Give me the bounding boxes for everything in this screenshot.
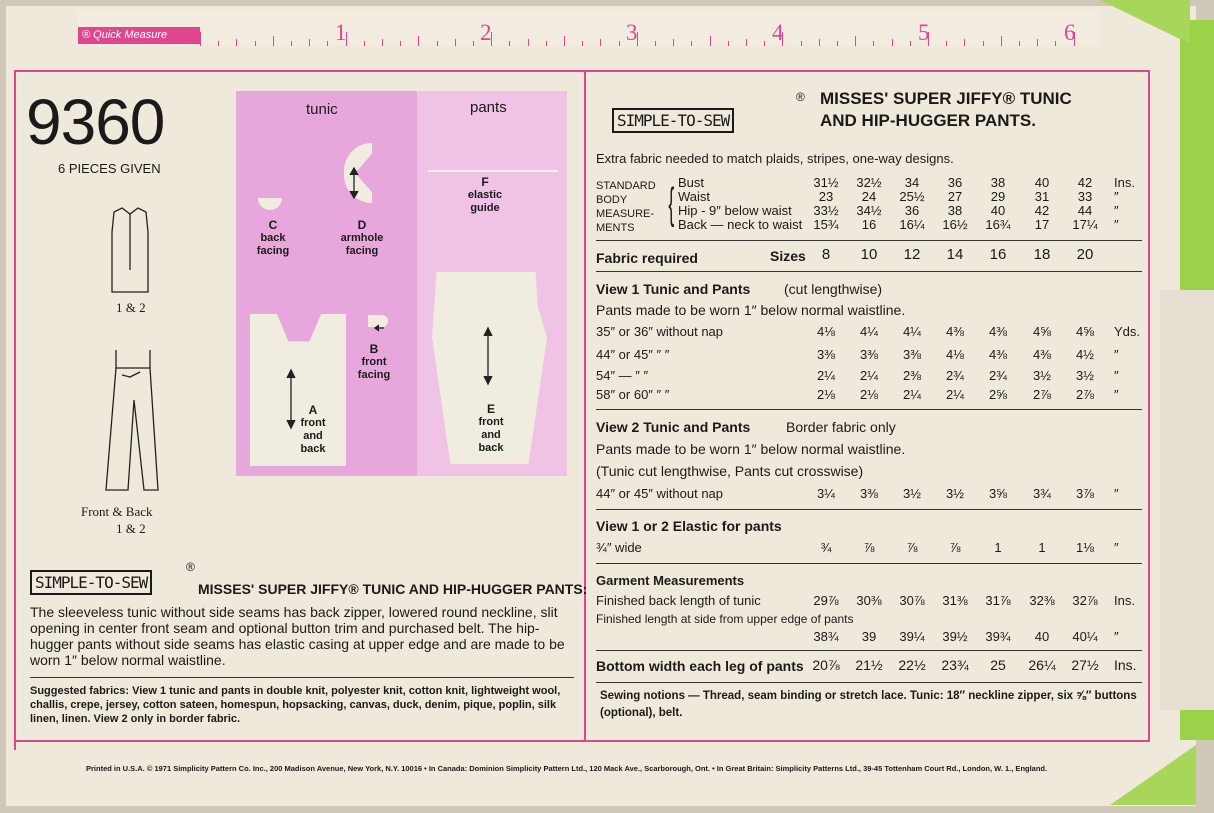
ruler-tick xyxy=(1001,36,1002,46)
piece-b-letter: B xyxy=(369,342,379,356)
view-1-row-value: 2⅞ xyxy=(1032,387,1052,402)
elastic-row-value: ⅞ xyxy=(906,540,918,555)
direction-arrow-icon xyxy=(375,325,384,331)
view-1-row-value: 2⅝ xyxy=(988,387,1008,402)
view-1-row-value: 4⅜ xyxy=(1032,347,1052,362)
view-1-row-unit: ″ xyxy=(1114,347,1119,362)
body-measure-row-value: 31 xyxy=(1034,189,1050,204)
body-measure-row-value: 16 xyxy=(861,217,877,232)
body-measure-row-value: 40 xyxy=(1034,175,1050,190)
size-value: 8 xyxy=(821,246,831,263)
view-2-subtitle: Border fabric only xyxy=(786,419,896,435)
grainline-arrow-icon xyxy=(350,168,358,198)
view-1-row-value: 3⅜ xyxy=(859,347,879,362)
table-divider xyxy=(596,271,1142,272)
envelope-flap xyxy=(1160,290,1214,710)
piece-c-text: back facing xyxy=(256,232,290,257)
body-measure-row-value: 23 xyxy=(818,189,834,204)
ruler-tick xyxy=(291,41,292,46)
size-value: 12 xyxy=(903,246,921,263)
column-divider xyxy=(584,70,586,742)
std-line: BODY xyxy=(596,194,628,206)
ruler-tick xyxy=(382,39,383,46)
garment-measure-row-value: 30⅞ xyxy=(899,593,925,608)
view-2-row-value: 3½ xyxy=(902,486,922,501)
view-1-row-value: 2¾ xyxy=(988,368,1008,383)
garment-side-length-row-value: 39½ xyxy=(942,629,968,644)
body-measure-row-value: 17 xyxy=(1034,217,1050,232)
description-divider xyxy=(30,677,574,678)
view-2-row-value: 3¾ xyxy=(1032,486,1052,501)
bottom-width-value: 21½ xyxy=(855,657,883,673)
view-1-row-value: 4⅜ xyxy=(988,324,1008,339)
ruler-tick xyxy=(892,39,893,46)
ruler-tick xyxy=(273,36,274,46)
body-measure-row-value: 31½ xyxy=(813,175,839,190)
view-1-row-value: 2⅛ xyxy=(816,387,836,402)
bottom-width-value: 27½ xyxy=(1071,657,1099,673)
view-2-row-label: 44″ or 45″ without nap xyxy=(596,486,724,501)
grainline-arrow-icon xyxy=(484,328,492,384)
bottom-width-value: 23¾ xyxy=(941,657,969,673)
ruler-tick xyxy=(600,39,601,46)
pants-sketch-icon xyxy=(106,350,158,490)
elastic-row-value: 1 xyxy=(994,540,1002,555)
ruler-tick xyxy=(236,39,237,46)
elastic-title: View 1 or 2 Elastic for pants xyxy=(596,518,782,534)
body-measure-row-label: Hip - 9″ below waist xyxy=(678,203,792,218)
view-1-row-value: 4⅝ xyxy=(1075,324,1095,339)
garment-measure-row-value: 29⅞ xyxy=(813,593,839,608)
ruler-tick xyxy=(837,41,838,46)
sketch-label-front-back: Front & Back xyxy=(81,504,153,519)
ruler-tick xyxy=(801,41,802,46)
table-divider xyxy=(596,650,1142,651)
body-measure-row-value: 36 xyxy=(904,203,920,218)
view-1-row-label: 44″ or 45″ ″ ″ xyxy=(596,347,670,362)
ruler-number: 2 xyxy=(480,20,492,45)
body-measure-row-value: 16¼ xyxy=(899,217,925,232)
garment-side-length-row-value: 39 xyxy=(861,629,877,644)
view-1-note: Pants made to be worn 1″ below normal waistline. xyxy=(596,302,906,318)
view-1-row-value: 4½ xyxy=(1075,347,1095,362)
body-measure-row-unit: ″ xyxy=(1114,203,1119,218)
table-divider xyxy=(596,240,1142,241)
ruler-tick xyxy=(455,39,456,46)
fabric-required-label: Fabric required xyxy=(596,250,698,266)
right-title-line-1: MISSES' SUPER JIFFY® TUNIC xyxy=(820,89,1072,108)
view-1-row-label: 54″ — ″ ″ xyxy=(596,368,649,383)
ruler-tick xyxy=(1019,41,1020,46)
view-1-row-label: 35″ or 36″ without nap xyxy=(596,324,724,339)
size-value: 10 xyxy=(860,246,878,263)
garment-side-length-row-value: 38¾ xyxy=(813,629,839,644)
body-measure-row-value: 17¼ xyxy=(1072,217,1098,232)
piece-a-letter: A xyxy=(308,403,318,417)
description-text: The sleeveless tunic without side seams has back zipper, lowered round neckline, slit opening in center front seam and optional button trim and purchased belt. The hip-hugger pants without side seams has elastic casing at upper edge and are made to be worn 1″ below normal waistline. xyxy=(30,604,565,668)
piece-d-text: armhole facing xyxy=(340,232,384,257)
ruler-tick xyxy=(691,41,692,46)
sewing-notions: Sewing notions — Thread, seam binding or stretch lace. Tunic: 18″ neckline zipper, six ⅝″ buttons (optional), belt. xyxy=(600,690,1137,719)
size-value: 14 xyxy=(946,246,964,263)
bottom-width-value: 22½ xyxy=(898,657,926,673)
ruler-tick xyxy=(673,39,674,46)
garment-measure-row-value: 31⅜ xyxy=(942,593,968,608)
size-value: 18 xyxy=(1033,246,1051,263)
body-measure-row-value: 25½ xyxy=(899,189,925,204)
tunic-header: tunic xyxy=(306,101,338,118)
garment-measure-row-unit: Ins. xyxy=(1114,593,1135,608)
bottom-width-value: 20⅞ xyxy=(812,657,840,673)
tunic-sketch-icon xyxy=(112,208,148,292)
registered-mark: ® xyxy=(796,90,805,104)
garment-side-length-row-value: 40¼ xyxy=(1072,629,1098,644)
view-1-row-value: 3½ xyxy=(1075,368,1095,383)
ruler-tick xyxy=(983,41,984,46)
piece-e-text: front and back xyxy=(478,416,504,454)
ruler-number: 5 xyxy=(918,20,930,45)
ruler-tick xyxy=(509,41,510,46)
view-1-row-unit: Yds. xyxy=(1114,324,1141,339)
view-2-row-value: 3½ xyxy=(945,486,965,501)
piece-f-text: elastic guide xyxy=(467,189,503,214)
view-1-row-value: 4¼ xyxy=(859,324,879,339)
piece-b-label xyxy=(351,343,397,382)
body-measure-row-label: Back — neck to waist xyxy=(678,217,803,232)
ruler-tick xyxy=(309,39,310,46)
body-measure-row-unit: Ins. xyxy=(1114,175,1135,190)
ruler-tick xyxy=(564,36,565,46)
body-measure-row-value: 15¾ xyxy=(813,217,839,232)
ruler-tick xyxy=(819,39,820,46)
elastic-row-value: ¾ xyxy=(820,540,832,555)
simple-to-sew-logo-left: SIMPLE-TO-SEW xyxy=(30,570,152,595)
table-divider xyxy=(596,563,1142,564)
extra-fabric-note: Extra fabric needed to match plaids, stripes, one-way designs. xyxy=(596,151,954,166)
std-line: MENTS xyxy=(596,222,635,234)
ruler-tick xyxy=(873,41,874,46)
piece-f-label xyxy=(462,176,508,215)
elastic-row-value: ⅞ xyxy=(863,540,875,555)
view-2-row-value: 3⅜ xyxy=(859,486,879,501)
view-2-note-1: Pants made to be worn 1″ below normal waistline. xyxy=(596,441,906,457)
ruler-number: 3 xyxy=(626,20,638,45)
garment-side-length-row-unit: ″ xyxy=(1114,629,1119,644)
body-measure-row-label: Bust xyxy=(678,175,705,190)
ruler-number: 4 xyxy=(772,20,784,45)
view-1-row-value: 2¼ xyxy=(859,368,879,383)
ruler-tick xyxy=(946,41,947,46)
view-1-row-value: 4⅛ xyxy=(945,347,965,362)
ruler-tick xyxy=(528,39,529,46)
garment-side-length-row-value: 40 xyxy=(1034,629,1050,644)
body-measure-row-value: 27 xyxy=(947,189,963,204)
pants-header: pants xyxy=(470,99,507,116)
elastic-row-value: 1⅛ xyxy=(1075,540,1095,555)
view-1-row-value: 4⅜ xyxy=(945,324,965,339)
ruler-tick xyxy=(855,36,856,46)
body-measure-row-value: 24 xyxy=(861,189,877,204)
bottom-width-value: 25 xyxy=(990,657,1006,673)
body-measure-row-value: 33 xyxy=(1077,189,1093,204)
body-measure-row-value: 42 xyxy=(1034,203,1050,218)
view-1-row-value: 4⅛ xyxy=(816,324,836,339)
view-2-row-value: 3¼ xyxy=(816,486,836,501)
piece-e-letter: E xyxy=(486,402,495,416)
ruler-tick xyxy=(728,41,729,46)
view-1-row-value: 3⅜ xyxy=(816,347,836,362)
ruler-tick xyxy=(1055,41,1056,46)
body-measure-row-value: 40 xyxy=(990,203,1006,218)
body-measure-row-value: 34 xyxy=(904,175,920,190)
border-line-top xyxy=(14,70,1150,72)
view-1-row-label: 58″ or 60″ ″ ″ xyxy=(596,387,670,402)
ruler-tick xyxy=(218,41,219,46)
view-1-row-value: 2⅜ xyxy=(902,368,922,383)
body-measure-row-value: 34½ xyxy=(856,203,882,218)
body-measure-row-value: 16½ xyxy=(942,217,968,232)
pattern-number: 9360 xyxy=(26,86,165,158)
std-line: STANDARD xyxy=(596,180,656,192)
body-measure-row-value: 36 xyxy=(947,175,963,190)
garment-measurements-title: Garment Measurements xyxy=(596,573,745,588)
ruler-tick xyxy=(400,41,401,46)
view-2-note-2: (Tunic cut lengthwise, Pants cut crosswise) xyxy=(596,463,864,479)
piece-d-letter: D xyxy=(357,218,367,232)
view-1-row-value: 2¾ xyxy=(945,368,965,383)
border-line-bottom xyxy=(14,740,1150,742)
body-measure-row-value: 42 xyxy=(1077,175,1093,190)
standard-body-measurements-label xyxy=(596,179,666,235)
table-divider xyxy=(596,682,1142,683)
view-2-row-value: 3⅞ xyxy=(1075,486,1095,501)
table-divider xyxy=(596,409,1142,410)
border-line-right xyxy=(1148,70,1150,742)
view-1-row-value: 2⅛ xyxy=(859,387,879,402)
std-line: MEASURE- xyxy=(596,208,655,220)
view-1-row-value: 2¼ xyxy=(816,368,836,383)
simple-to-sew-logo-right: SIMPLE-TO-SEW xyxy=(612,108,734,133)
ruler-tick xyxy=(746,39,747,46)
ruler-number: 1 xyxy=(335,20,347,45)
body-measure-row-value: 38 xyxy=(990,175,1006,190)
size-value: 16 xyxy=(989,246,1007,263)
left-title: MISSES' SUPER JIFFY® TUNIC AND HIP-HUGGER PANTS: xyxy=(198,581,588,597)
garment-side-length-label: Finished length at side from upper edge of pants xyxy=(596,612,854,626)
bottom-width-label: Bottom width each leg of pants xyxy=(596,658,804,674)
table-divider xyxy=(596,509,1142,510)
sketch-label-views-2: 1 & 2 xyxy=(116,521,146,536)
view-1-row-value: 2¼ xyxy=(902,387,922,402)
sizes-label: Sizes xyxy=(770,248,806,264)
view-1-row-unit: ″ xyxy=(1114,368,1119,383)
ruler-tick xyxy=(910,41,911,46)
garment-side-length-row-value: 39¾ xyxy=(985,629,1011,644)
elastic-row-value: ⅞ xyxy=(949,540,961,555)
brace-icon: { xyxy=(668,179,675,228)
footer-copyright: Printed in U.S.A. © 1971 Simplicity Pattern Co. Inc., 200 Madison Avenue, New York, N.Y. 10016 • In Canada: Dominion Simplicity Pattern Ltd., 120 Mack Ave., Scarborough, Ont. • In Great Britain: Simplicity Patterns Ltd., 39-45 Tottenham Court Rd., London, W. 1., England. xyxy=(86,764,1048,773)
view-1-row-value: 3½ xyxy=(1032,368,1052,383)
ruler-tick xyxy=(710,36,711,46)
body-measure-row-unit: ″ xyxy=(1114,189,1119,204)
elastic-row-label: ¾″ wide xyxy=(596,540,642,555)
view-1-row-value: 2⅞ xyxy=(1075,387,1095,402)
piece-f-letter: F xyxy=(481,175,489,189)
view-1-row-value: 4⅜ xyxy=(988,347,1008,362)
piece-b-text: front facing xyxy=(357,356,391,381)
body-measure-row-value: 38 xyxy=(947,203,963,218)
ruler-tick xyxy=(764,41,765,46)
body-measure-row-value: 44 xyxy=(1077,203,1093,218)
ruler-tick xyxy=(546,41,547,46)
right-title-line-2: AND HIP-HUGGER PANTS. xyxy=(820,111,1036,130)
view-2-title: View 2 Tunic and Pants xyxy=(596,419,751,435)
sketch-label-views: 1 & 2 xyxy=(116,300,146,315)
view-2-row-value: 3⅝ xyxy=(988,486,1008,501)
ruler-tick xyxy=(418,36,419,46)
piece-e-label xyxy=(468,403,514,455)
ruler-tick xyxy=(473,41,474,46)
ruler-tick xyxy=(200,32,201,46)
view-1-subtitle: (cut lengthwise) xyxy=(784,281,883,297)
piece-a-label xyxy=(290,404,336,456)
piece-d-label xyxy=(337,219,387,258)
ruler-tick xyxy=(1037,39,1038,46)
bottom-width-unit: Ins. xyxy=(1114,657,1137,673)
body-measure-row-label: Waist xyxy=(678,189,711,204)
view-2-row-unit: ″ xyxy=(1114,486,1119,501)
garment-measure-row-value: 32⅜ xyxy=(1029,593,1055,608)
ruler-tick xyxy=(655,41,656,46)
garment-sketches xyxy=(100,200,180,500)
registered-mark: ® xyxy=(186,560,195,574)
ruler-tick xyxy=(619,41,620,46)
body-measure-row-unit: ″ xyxy=(1114,217,1119,232)
view-1-row-unit: ″ xyxy=(1114,387,1119,402)
view-1-row-value: 2¼ xyxy=(945,387,965,402)
view-1-row-value: 4⅝ xyxy=(1032,324,1052,339)
garment-measure-row-label: Finished back length of tunic xyxy=(596,593,761,608)
ruler-tick xyxy=(255,41,256,46)
elastic-row-unit: ″ xyxy=(1114,540,1119,555)
view-1-row-value: 3⅜ xyxy=(902,347,922,362)
body-measure-row-value: 16¾ xyxy=(985,217,1011,232)
size-value: 20 xyxy=(1076,246,1094,263)
view-1-title: View 1 Tunic and Pants xyxy=(596,281,751,297)
ruler-tick xyxy=(437,41,438,46)
ruler-number: 6 xyxy=(1064,20,1076,45)
grainline-arrows xyxy=(236,91,567,476)
piece-c-letter: C xyxy=(268,218,278,232)
garment-measure-row-value: 30⅜ xyxy=(856,593,882,608)
ruler-tick xyxy=(964,39,965,46)
ruler-tick xyxy=(364,41,365,46)
quick-measure-badge: ® Quick Measure xyxy=(78,27,200,44)
body-measure-row-value: 32½ xyxy=(856,175,882,190)
body-measure-row-value: 33½ xyxy=(813,203,839,218)
piece-c-label xyxy=(252,219,294,258)
elastic-row-value: 1 xyxy=(1038,540,1046,555)
garment-measure-row-value: 32⅞ xyxy=(1072,593,1098,608)
piece-a-text: front and back xyxy=(300,417,326,455)
suggested-fabrics: Suggested fabrics: View 1 tunic and pants in double knit, polyester knit, cotton knit, lightweight wool, challis, crepe, jersey, cotton sateen, homespun, hopsacking, canvas, duck, denim, pique, poplin, silk linen, linen. View 2 only in border fabric. xyxy=(30,685,561,725)
ruler-tick xyxy=(582,41,583,46)
ruler-tick xyxy=(327,41,328,46)
view-1-row-value: 4¼ xyxy=(902,324,922,339)
garment-side-length-row-value: 39¼ xyxy=(899,629,925,644)
border-line-left xyxy=(14,70,16,750)
pieces-given: 6 PIECES GIVEN xyxy=(58,161,161,176)
garment-measure-row-value: 31⅞ xyxy=(985,593,1011,608)
body-measure-row-value: 29 xyxy=(990,189,1006,204)
bottom-width-value: 26¼ xyxy=(1028,657,1056,673)
